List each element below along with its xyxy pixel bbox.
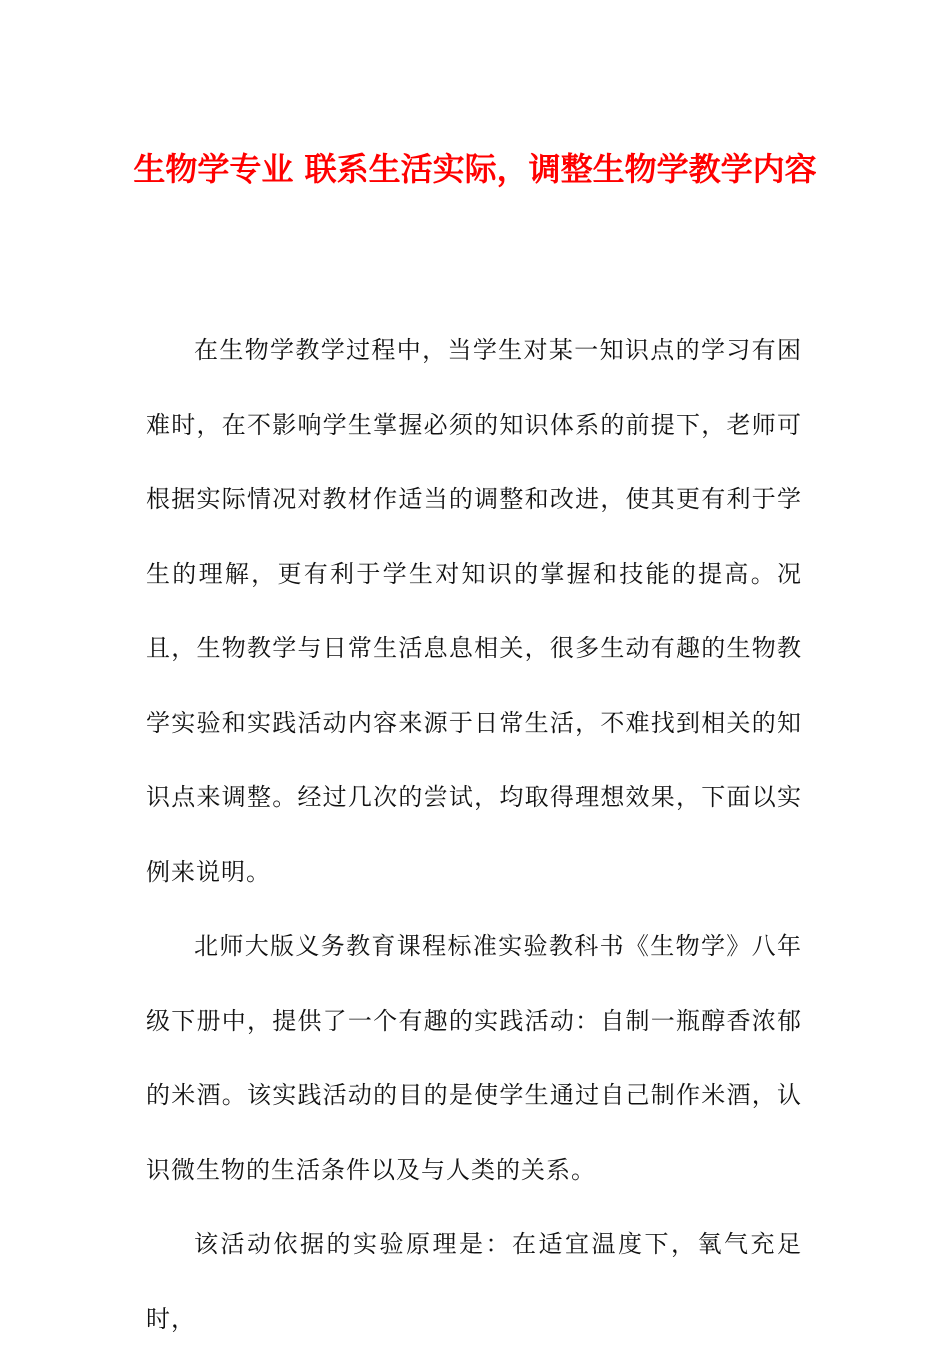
document-title: 生物学专业 联系生活实际，调整生物学教学内容 <box>133 150 817 188</box>
document-body <box>146 313 802 1356</box>
paragraph-1: 在生物学教学过程中，当学生对某一知识点的学习有困难时，在不影响学生掌握必须的知识体系的前提下，老师可根据实际情况对教材作适当的调整和改进，使其更有利于学生的理解，更有利于学生对知识的掌握和技能的提高。况且，生物教学与日常生活息息相关，很多生动有趣的生物教学实验和实践活动内容来源于日常生活，不难找到相关的知识点来调整。经过几次的尝试，均取得理想效果，下面以实例来说明。 <box>146 336 802 886</box>
paragraph-3: 该活动依据的实验原理是：在适宜温度下，氧气充足时， <box>146 1230 802 1333</box>
paragraph-2: 北师大版义务教育课程标准实验教科书《生物学》八年级下册中，提供了一个有趣的实践活动：自制一瓶醇香浓郁的米酒。该实践活动的目的是使学生通过自己制作米酒，认识微生物的生活条件以及与人类的关系。 <box>146 932 802 1184</box>
